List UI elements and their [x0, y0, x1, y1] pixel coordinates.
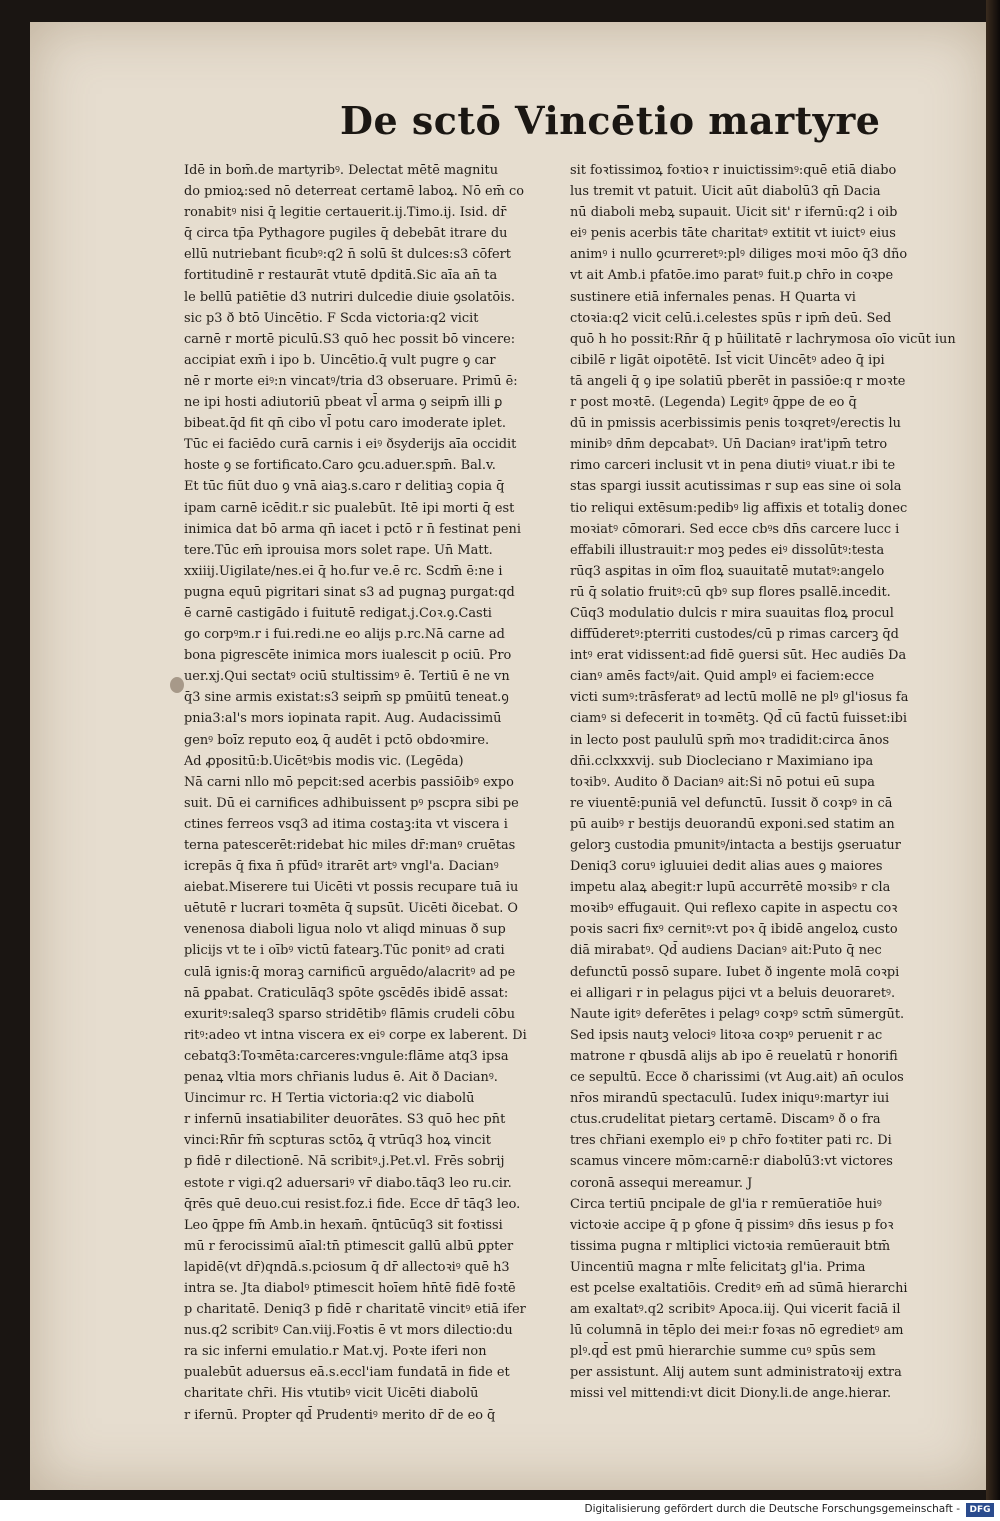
text-line: plꝰ.qd̄ est pmū hierarchie summe cuꝰ spūs sem [570, 1344, 876, 1360]
text-line: ce sepultū. Ecce ð charissimi (vt Aug.ait) an̄ oculos [570, 1070, 904, 1086]
text-line: vinci:Rn̄r fm̄ scpturas sctōꝝ q̄ vtrūq3 hoꝝ vincit [184, 1133, 491, 1149]
text-line: estote r vigi.q2 aduersariꝰ vr̄ diabo.tāq3 leo ru.cir. [184, 1175, 512, 1191]
text-line: do pmioꝝ:sed nō deterreat certamē laboꝝ. Nō em̄ co [184, 184, 524, 200]
text-line: ei alligari r in pelagus pijci vt a beluis deuoraretꝰ. [570, 985, 896, 1001]
text-line: minibꝰ dn̄m depcabatꝰ. Un̄ Dacianꝰ irat'ipm̄ tetro [570, 437, 888, 453]
text-line: Tūc ei faciēdo curā carnis i eiꝰ ðsyderijs aīa occidit [184, 437, 517, 453]
text-line: diffūderetꝰ:pterriti custodes/cū p rimas carcerꝫ q̄d [570, 627, 899, 643]
text-line: rimo carceri inclusit vt in pena diutiꝰ viuat.r ibi te [570, 458, 896, 474]
text-line: toꝛibꝰ. Audito ð Dacianꝰ ait:Si nō potui eū supa [570, 774, 875, 790]
page-title: De sctō Vincētio martyre [340, 98, 881, 143]
text-line: victoꝛie accipe q̄ p ꝯfone q̄ pissimꝰ dn̄s iesus p foꝛ [570, 1217, 894, 1233]
text-line: eiꝰ penis acerbis tāte charitatꝰ extitit vt iuictꝰ eius [570, 226, 896, 242]
text-line: pualebūt aduersus eā.s.eccl'iam fundatā in fide et [184, 1365, 510, 1381]
text-line: diā mirabatꝰ. Qd̄ audiens Dacianꝰ ait:Puto q̄ nec [570, 943, 882, 959]
text-line: re viuentē:puniā vel defunctū. Iussit ð coꝛpꝰ in cā [570, 795, 893, 811]
text-line: charitate chr̄i. His vtutibꝰ vicit Uicēti diabolū [184, 1386, 479, 1402]
text-line: vt ait Amb.i pfatōe.imo paratꝰ fuit.p chr̄o in coꝛpe [570, 268, 894, 284]
text-line: bona pigrescēte inimica mors iualescit p ociū. Pro [184, 648, 512, 664]
text-line: tere.Tūc em̄ iprouisa mors solet rape. Un̄ Matt. [184, 542, 493, 558]
text-line: accipiat exm̄ i ipo b. Uincētio.q̄ vult pugre ꝯ car [184, 352, 496, 368]
text-line: ctus.crudelitat pietarꝫ certamē. Discamꝰ ð o fra [570, 1112, 881, 1128]
text-line: ciamꝰ si defecerit in toꝛmētꝫ. Qd̄ cū factū fuisset:ibi [570, 711, 908, 727]
text-line: suit. Dū ei carnifices adhibuissent pꝰ pscpra sibi pe [184, 795, 519, 811]
text-line: gelorꝫ custodia pmunitꝰ/intacta a bestijs ꝯseruatur [570, 838, 901, 853]
text-line: intꝰ erat vidissent:ad fidē ꝯuersi sūt. Hec audiēs Da [570, 648, 907, 664]
text-line: dn̄i.cclxxxvij. sub Diocleciano r Maximiano ipa [570, 753, 874, 769]
text-line: Cūq3 modulatio dulcis r mira suauitas floꝝ procul [570, 605, 894, 621]
text-line: cianꝰ amēs factꝰ/ait. Quid amplꝰ ei faciem:ecce [570, 669, 875, 685]
text-line: nus.q2 scribitꝰ Can.viij.Foꝛtis ē vt mors dilectio:du [184, 1323, 513, 1339]
text-line: mū r ferocissimū aīal:tn̄ ptimescit gallū albū ꝑpter [184, 1238, 514, 1254]
text-line: uētutē r lucrari toꝛmēta q̄ supsūt. Uicēti ðicebat. O [184, 901, 518, 917]
text-line: r post moꝛtē. (Legenda) Legitꝰ q̄ppe de eo q̄ [570, 395, 857, 411]
text-line: p fidē r dilectionē. Nā scribitꝰ.j.Pet.vl. Frēs sobrij [184, 1154, 505, 1170]
text-line: ra sic inferni emulatio.r Mat.vj. Poꝛte iferi non [184, 1344, 487, 1360]
left-column [184, 160, 564, 1423]
text-line: penaꝝ vltia mors chr̄ianis ludus ē. Ait ð Dacianꝰ. [184, 1070, 498, 1086]
text-line: effabili illustrauit:r moꝫ pedes eiꝰ dissolūtꝰ:testa [570, 542, 885, 558]
text-line: ipam carnē icēdit.r sic pualebūt. Itē ipi morti q̄ est [184, 500, 515, 516]
text-line: tio reliqui extēsum:pedibꝰ lig affixis et totaliꝫ donec [570, 500, 908, 516]
text-line: nr̄os mirandū spectaculū. Iudex iniquꝰ:martyr iui [570, 1091, 890, 1107]
text-line: dū in pmissis acerbissimis penis toꝛqretꝰ/erectis lu [570, 416, 901, 432]
ink-stain [170, 677, 184, 693]
text-line: plicijs vt te i oībꝰ victū fatearꝫ.Tūc ponitꝰ ad crati [184, 943, 505, 959]
text-line: Circa tertiū pncipale de gl'ia r remūeratiōe huiꝰ [570, 1196, 882, 1212]
text-line: Sed ipsis nautꝫ velociꝰ litoꝛa coꝛpꝰ peruenit r ac [570, 1027, 883, 1043]
text-line: ronabitꝰ nisi q̄ legitie certauerit.ij.Timo.ij. Isid. dr̄ [184, 205, 507, 221]
text-line: pnia3:al's mors iopinata rapit. Aug. Audacissimū [184, 711, 502, 727]
text-line: intra se. Jta diabolꝰ ptimescit hoīem hn̄tē fidē foꝛtē [184, 1280, 516, 1296]
text-line: q̄3 sine armis existat:s3 seipm̄ sp pmūitū teneat.ꝯ [184, 690, 509, 706]
text-line: cibilē r ligāt oipotētē. Ist̄ vicit Uincētꝰ adeo q̄ ipi [570, 352, 885, 368]
text-line: cebatq3:Toꝛmēta:carceres:vngule:flāme atq3 ipsa [184, 1048, 509, 1064]
text-line: sustinere etiā infernales penas. H Quarta vi [570, 289, 856, 305]
text-line: moꝛiatꝰ cōmorari. Sed ecce cbꝰs dn̄s carcere lucc i [570, 521, 900, 537]
text-line: fortitudinē r restaurāt vtutē dpditā.Sic aīa an̄ ta [184, 268, 498, 284]
text-line: xxiiij.Uigilate/nes.ei q̄ ho.fur ve.ē rc. Scdm̄ ē:ne i [184, 563, 503, 579]
text-line: nū diaboli mebꝝ supauit. Uicit sit' r ifernū:q2 i oib [570, 205, 898, 221]
text-line: Ad ꝓpositū:b.Uicētꝰbis modis vic. (Legēda) [184, 753, 464, 769]
text-line: stas spargi iussit acutissimas r sup eas sine oi sola [570, 479, 902, 495]
text-line: ritꝰ:adeo vt intna viscera ex eiꝰ corpe ex laberent. Di [184, 1027, 527, 1043]
text-line: bibeat.q̄d fit qn̄ cibo vl̄ potu caro imoderate iplet. [184, 416, 506, 432]
text-line: moꝛibꝰ effugauit. Qui reflexo capite in aspectu coꝛ [570, 901, 898, 917]
text-line: per assistunt. Alij autem sunt administratoꝛij extra [570, 1365, 902, 1381]
text-line: pugna equū pigritari sinat s3 ad pugnaꝫ purgat:qd [184, 584, 515, 600]
text-line: Idē in bom̄.de martyribꝰ. Delectat mētē magnitu [184, 163, 498, 178]
text-line: est pcelse exaltatiōis. Creditꝰ em̄ ad sūmā hierarchi [570, 1280, 908, 1296]
text-line: hoste ꝯ se fortificato.Caro ꝯcu.aduer.spm̄. Bal.v. [184, 458, 496, 474]
text-line: exuritꝰ:saleq3 sparso stridētibꝰ flāmis crudeli cōbu [184, 1006, 516, 1022]
text-line: nā ꝑpabat. Craticulāq3 spōte ꝯscēdēs ibidē assat: [184, 985, 509, 1001]
text-line: am exaltatꝰ.q2 scribitꝰ Apoca.iij. Qui vicerit faciā il [570, 1302, 901, 1318]
text-line: nē r morte eiꝰ:n vincatꝰ/tria d3 obseruare. Primū ē: [184, 373, 518, 389]
dfg-logo: DFG [966, 1503, 994, 1517]
text-line: poꝛis sacri fixꝰ cernitꝰ:vt poꝛ q̄ ibidē angeloꝝ custo [570, 922, 898, 938]
text-line: pū auibꝰ r bestijs deuorandū exponi.sed statim an [570, 816, 895, 832]
text-line: quō h ho possit:Rn̄r q̄ p hūilitatē r lachrymosa oīo vicūt iun [570, 331, 956, 347]
right-column [570, 160, 958, 1402]
text-line: Leo q̄ppe fm̄ Amb.in hexam̄. q̄ntūcūq3 sit foꝛtissi [184, 1217, 503, 1233]
text-line: r ifernū. Propter qd̄ Prudentiꝰ merito dr̄ de eo q̄ [184, 1407, 496, 1423]
text-line: Naute igitꝰ deferētes i pelagꝰ coꝛpꝰ sctm̄ sūmergūt. [570, 1006, 905, 1022]
text-line: in lecto post paululū spm̄ moꝛ tradidit:circa ānos [570, 732, 890, 748]
funding-notice: Digitalisierung gefördert durch die Deutsche Forschungsgemeinschaft - [584, 1503, 960, 1515]
text-line: ctines ferreos vsq3 ad itima costaꝫ:ita vt viscera i [184, 816, 508, 832]
text-line: animꝰ i nullo ꝯcurreretꝰ:plꝰ diliges moꝛi mōo q̄3 dño [570, 247, 908, 263]
footer-bar [0, 1500, 1000, 1521]
text-line: sit foꝛtissimoꝝ foꝛtioꝛ r inuictissimꝰ:quē etiā diabo [570, 163, 897, 178]
text-line: ē carnē castigādo i fuitutē redigat.j.Coꝛ.ꝯ.Casti [184, 605, 492, 621]
text-line: scamus vincere mōm:carnē:r diabolū3:vt victores [570, 1154, 893, 1170]
text-line: tissima pugna r mltiplici victoꝛia remūerauit btm̄ [570, 1238, 891, 1254]
text-line: impetu alaꝝ abegit:r lupū accurrētē moꝛsibꝰ r cla [570, 880, 891, 896]
text-line: aiebat.Miserere tui Uicēti vt possis recupare tuā iu [184, 880, 519, 896]
text-line: rūq3 asꝑitas in oīm floꝝ suauitatē mutatꝰ:angelo [570, 563, 885, 579]
text-line: ellū nutriebant ficubꝰ:q2 n̄ solū s̄t dulces:s3 cōfert [184, 247, 511, 263]
text-line: lapidē(vt dr̄)qndā.s.pciosum q̄ dr̄ allectoꝛiꝰ quē h3 [184, 1259, 510, 1275]
text-line: q̄ circa tp̄a Pythagore pugiles q̄ debebāt itrare du [184, 226, 508, 242]
text-line: matrone r qbusdā alijs ab ipo ē reuelatū r honorifi [570, 1048, 898, 1064]
text-line: carnē r mortē piculū.S3 quō hec possit bō vincere: [184, 331, 516, 347]
text-line: Uincentiū magna r mlt̄e felicitatꝫ gl'ia. Prima [570, 1259, 866, 1275]
text-line: sic p3 ð btō Uincētio. F Scda victoria:q2 vicit [184, 310, 479, 326]
text-line: icrepās q̄ fixa n̄ pfūdꝰ itrarēt artꝰ vngl'a. Dacianꝰ [184, 859, 499, 875]
text-line: q̄rēs quē deuo.cui resist.foz.i fide. Ecce dr̄ tāq3 leo. [184, 1196, 521, 1212]
text-line: uer.xj.Qui sectatꝰ ociū stultissimꝰ ē. Tertiū ē ne vn [184, 669, 510, 685]
text-line: tā angeli q̄ ꝯ ipe solatiū pberēt in passiōe:q r moꝛte [570, 373, 906, 389]
text-line: tres chr̄iani exemplo eiꝰ p chr̄o foꝛtiter pati rc. Di [570, 1133, 892, 1149]
text-line: le bellū patiētie d3 nutriri dulcedie diuie ꝯsolatōis. [184, 289, 515, 305]
text-line: p charitatē. Deniq3 p fidē r charitatē vincitꝰ etiā ifer [184, 1302, 526, 1318]
text-line: venenosa diaboli ligua nolo vt aliqd minuas ð sup [184, 922, 506, 938]
text-line: defunctū possō supare. Iubet ð ingente molā coꝛpi [570, 964, 900, 980]
text-line: go corpꝰm.r i fui.redi.ne eo alijs p.rc.Nā carne ad [184, 627, 505, 643]
text-line: missi vel mittendi:vt dicit Diony.li.de ange.hierar. [570, 1386, 892, 1402]
text-line: ne ipi hosti adiutoriū pbeat vl̄ arma ꝯ seipm̄ illi ꝑ [184, 395, 503, 411]
text-line: terna patescerēt:ridebat hic miles dr̄:manꝰ cruētas [184, 838, 516, 853]
text-line: ctoꝛia:q2 vicit celū.i.celestes spūs r ipm̄ deū. Sed [570, 310, 892, 326]
text-line: Deniq3 coruꝰ igluuiei dedit alias aues ꝯ maiores [570, 859, 883, 875]
text-line: rū q̄ solatio fruitꝰ:cū qbꝰ sup flores psallē.incedit. [570, 584, 891, 600]
text-line: r infernū insatiabiliter deuorātes. S3 quō hec pn̄t [184, 1112, 506, 1128]
text-line: Uincimur rc. H Tertia victoria:q2 vic diabolū [184, 1091, 475, 1107]
text-line: culā ignis:q̄ moraꝫ carnificū arguēdo/alacritꝰ ad pe [184, 964, 516, 980]
text-line: genꝰ boīz reputo eoꝝ q̄ audēt i pctō obdoꝛmire. [184, 732, 490, 748]
text-line: inimica dat bō arma qn̄ iacet i pctō r n̄ festinat peni [184, 521, 521, 537]
text-line: victi sumꝰ:trāsferatꝰ ad lectū mollē ne plꝰ gl'iosus fa [570, 690, 909, 706]
text-line: lus tremit vt patuit. Uicit aūt diabolū3 qn̄ Dacia [570, 184, 881, 200]
text-line: Nā carni nllo mō pepcit:sed acerbis passiōibꝰ expo [184, 774, 514, 790]
book-spine [986, 0, 1000, 1500]
text-line: Et tūc fiūt duo ꝯ vnā aiaꝫ.s.caro r delitiaꝫ copia q̄ [184, 479, 505, 495]
text-line: lū columnā in tēplo dei mei:r foꝛas nō egredietꝰ am [570, 1323, 904, 1339]
text-line: coronā assequi mereamur. J [570, 1175, 753, 1191]
